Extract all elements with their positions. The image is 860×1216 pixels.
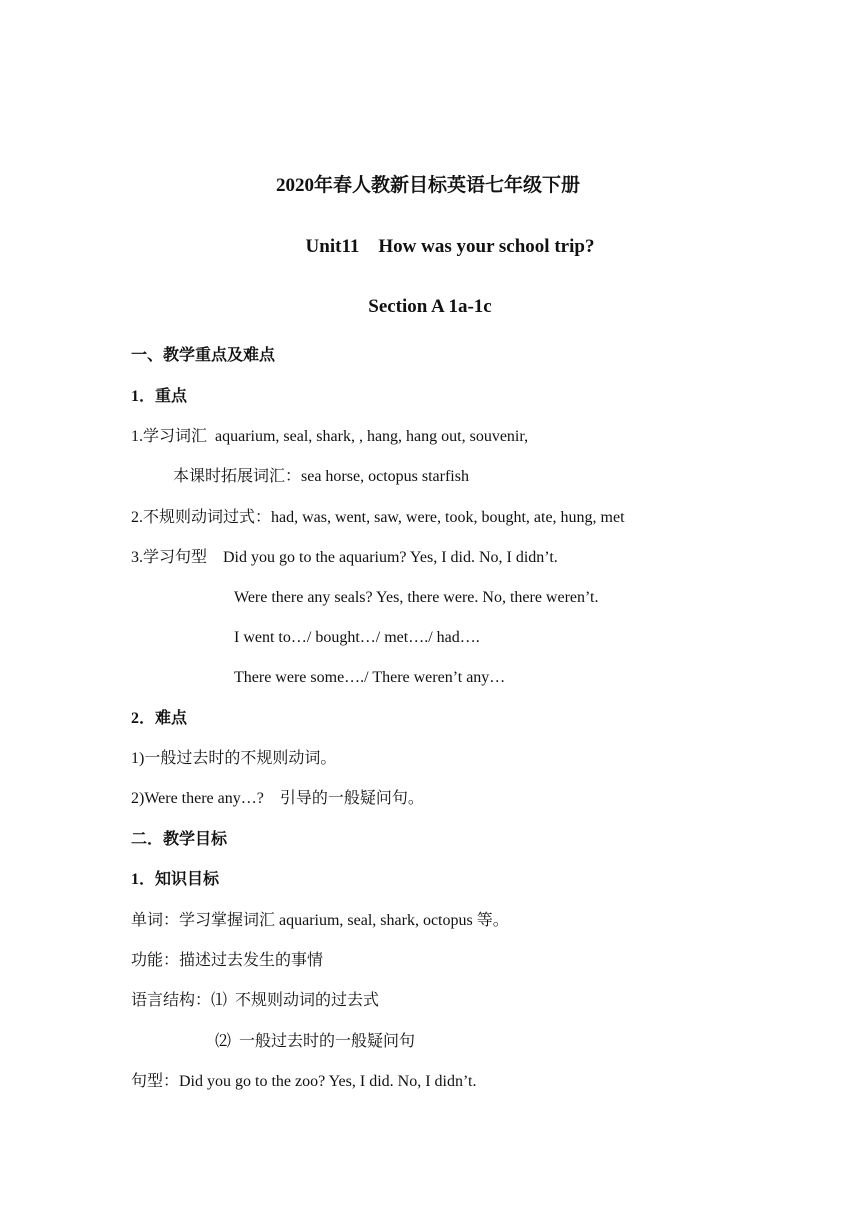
heading-key-points: 一、教学重点及难点 (131, 347, 276, 364)
sentence-pattern-line: There were some…./ There weren’t any… (234, 669, 506, 686)
document-title: 2020年春人教新目标英语七年级下册 (275, 175, 580, 196)
sentence-pattern-line: 3.学习句型 Did you go to the aquarium? Yes, I did. No, I didn’t. (131, 549, 558, 566)
structure-goal-line: 语言结构：⑴ 不规则动词的过去式 (131, 992, 380, 1009)
subheading-key: 1．重点 (131, 388, 188, 405)
heading-teaching-goals: 二．教学目标 (131, 831, 228, 848)
unit-title: Unit11 How was your school trip? (305, 236, 595, 257)
subheading-difficult: 2．难点 (131, 710, 188, 727)
irregular-verbs-line: 2.不规则动词过式：had, was, went, saw, were, took, bought, ate, hung, met (131, 509, 625, 526)
structure-goal-line: ⑵ 一般过去时的一般疑问句 (215, 1033, 416, 1050)
function-goal-line: 功能：描述过去发生的事情 (131, 952, 324, 969)
difficulty-item: 1)一般过去时的不规则动词。 (131, 750, 337, 767)
extended-vocabulary-line: 本课时拓展词汇：sea horse, octopus starfish (173, 468, 469, 485)
words-goal-line: 单词：学习掌握词汇 aquarium, seal, shark, octopus 等。 (131, 912, 509, 929)
sentence-pattern-line: I went to…/ bought…/ met…./ had…. (234, 629, 480, 646)
section-title: Section A 1a-1c (368, 296, 492, 317)
sentence-pattern-line: Were there any seals? Yes, there were. No, there weren’t. (234, 589, 599, 606)
sentence-goal-line: 句型：Did you go to the zoo? Yes, I did. No, I didn’t. (131, 1073, 477, 1090)
subheading-knowledge-goals: 1．知识目标 (131, 871, 220, 888)
difficulty-item: 2)Were there any…? 引导的一般疑问句。 (131, 790, 424, 807)
vocabulary-line: 1.学习词汇 aquarium, seal, shark, , hang, hang out, souvenir, (131, 428, 529, 445)
